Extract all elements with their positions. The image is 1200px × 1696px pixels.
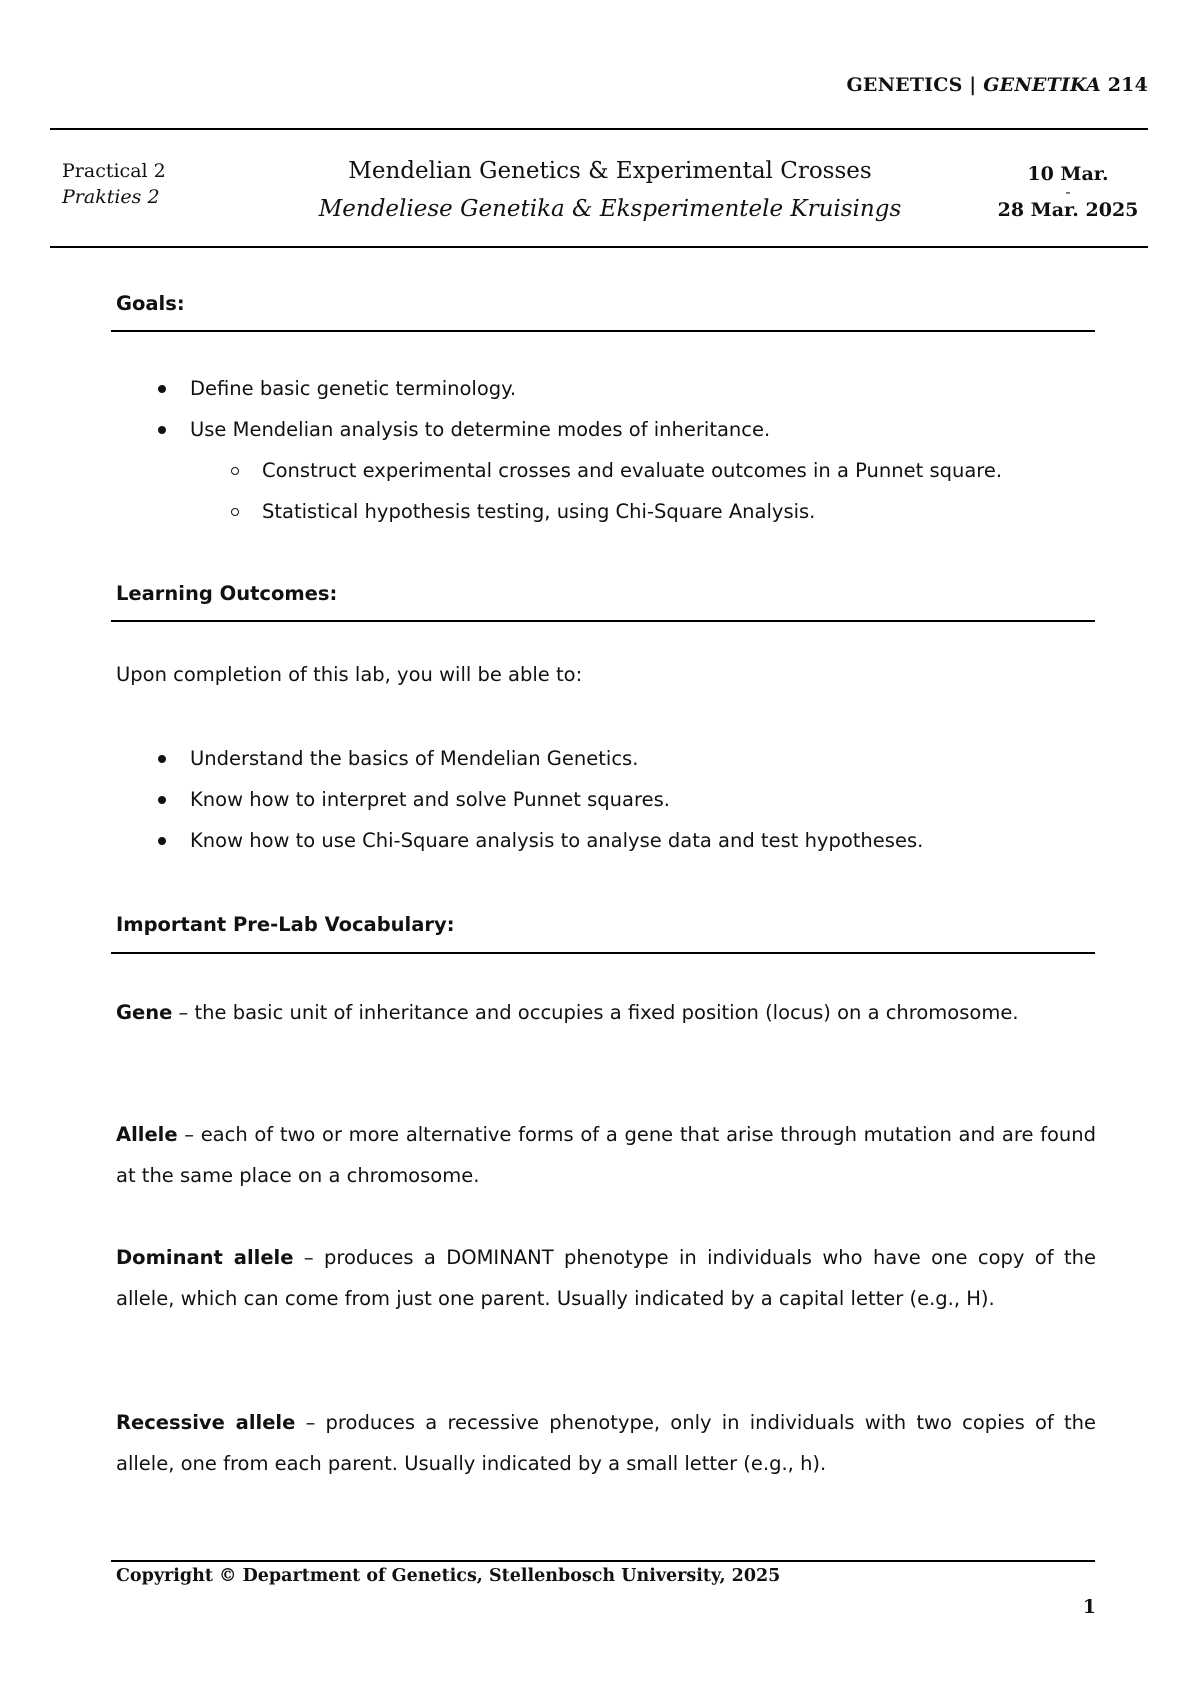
outcomes-heading: Learning Outcomes: xyxy=(116,582,338,605)
sub-bullet-icon xyxy=(231,508,239,516)
list-item: Use Mendelian analysis to determine modes of inheritance. xyxy=(116,409,1096,450)
sub-bullet-icon xyxy=(231,467,239,475)
running-header xyxy=(846,74,1148,96)
bullet-icon xyxy=(158,755,166,763)
outcomes-intro: Upon completion of this lab, you will be able to: xyxy=(116,663,583,686)
date-end: 28 Mar. 2025 xyxy=(997,199,1139,221)
vocab-term: Allele xyxy=(116,1123,178,1146)
bullet-icon xyxy=(158,385,166,393)
vocab-definition: – produces a recessive phenotype, only in individuals with two copies of the allele, one from each parent. Usually indicated by a small letter (e.g., h). xyxy=(116,1411,1097,1475)
vocab-definition: – produces a DOMINANT phenotype in individuals who have one copy of the allele, which can come from just one parent. Usually indicated by a capital letter (e.g., H). xyxy=(116,1246,1096,1310)
page-number: 1 xyxy=(1082,1596,1096,1618)
practical-en: Practical 2 xyxy=(62,160,166,182)
vocab-allele xyxy=(116,1114,1096,1196)
bullet-icon xyxy=(158,426,166,434)
vocab-definition: – the basic unit of inheritance and occupies a fixed position (locus) on a chromosome. xyxy=(172,1001,1019,1024)
vocabulary-heading: Important Pre-Lab Vocabulary: xyxy=(116,913,455,936)
date-start: 10 Mar. xyxy=(1027,163,1109,185)
goals-list xyxy=(116,368,1096,532)
list-item: Statistical hypothesis testing, using Chi-Square Analysis. xyxy=(116,491,1096,532)
goals-heading: Goals: xyxy=(116,292,185,315)
course-code: 214 xyxy=(1100,74,1148,96)
list-item: Define basic genetic terminology. xyxy=(116,368,1096,409)
course-name-en: GENETICS | xyxy=(846,74,984,96)
date-range xyxy=(988,160,1148,224)
outcomes-list xyxy=(116,738,1096,861)
vocab-term: Dominant allele xyxy=(116,1246,294,1269)
vocab-dominant-allele xyxy=(116,1237,1096,1319)
title-block xyxy=(50,150,1148,246)
vocab-term: Gene xyxy=(116,1001,173,1024)
vocab-term: Recessive allele xyxy=(116,1411,296,1434)
vocabulary-rule xyxy=(111,952,1095,954)
list-item: Know how to use Chi-Square analysis to analyse data and test hypotheses. xyxy=(116,820,1096,861)
practical-label xyxy=(62,160,166,208)
vocab-definition: – each of two or more alternative forms of a gene that arise through mutation and are found at the same place on a chromosome. xyxy=(116,1123,1096,1187)
goals-rule xyxy=(111,330,1095,332)
outcomes-rule xyxy=(111,620,1095,622)
list-item: Construct experimental crosses and evaluate outcomes in a Punnet square. xyxy=(116,450,1096,491)
list-item: Know how to interpret and solve Punnet squares. xyxy=(116,779,1096,820)
title-af: Mendeliese Genetika & Eksperimentele Kruisings xyxy=(318,196,902,222)
title-en: Mendelian Genetics & Experimental Crosses xyxy=(348,158,872,184)
copyright-notice: Copyright © Department of Genetics, Stellenbosch University, 2025 xyxy=(116,1566,781,1586)
footer-rule xyxy=(111,1560,1095,1562)
list-item: Understand the basics of Mendelian Genetics. xyxy=(116,738,1096,779)
course-name-af: GENETIKA xyxy=(983,74,1101,96)
bullet-icon xyxy=(158,837,166,845)
vocab-gene xyxy=(116,992,1096,1033)
vocab-recessive-allele xyxy=(116,1402,1096,1484)
practical-af: Prakties 2 xyxy=(62,186,160,208)
practical-title xyxy=(290,158,930,222)
header-rule xyxy=(50,128,1148,130)
bullet-icon xyxy=(158,796,166,804)
date-separator: - xyxy=(1065,183,1071,201)
title-rule xyxy=(50,246,1148,248)
